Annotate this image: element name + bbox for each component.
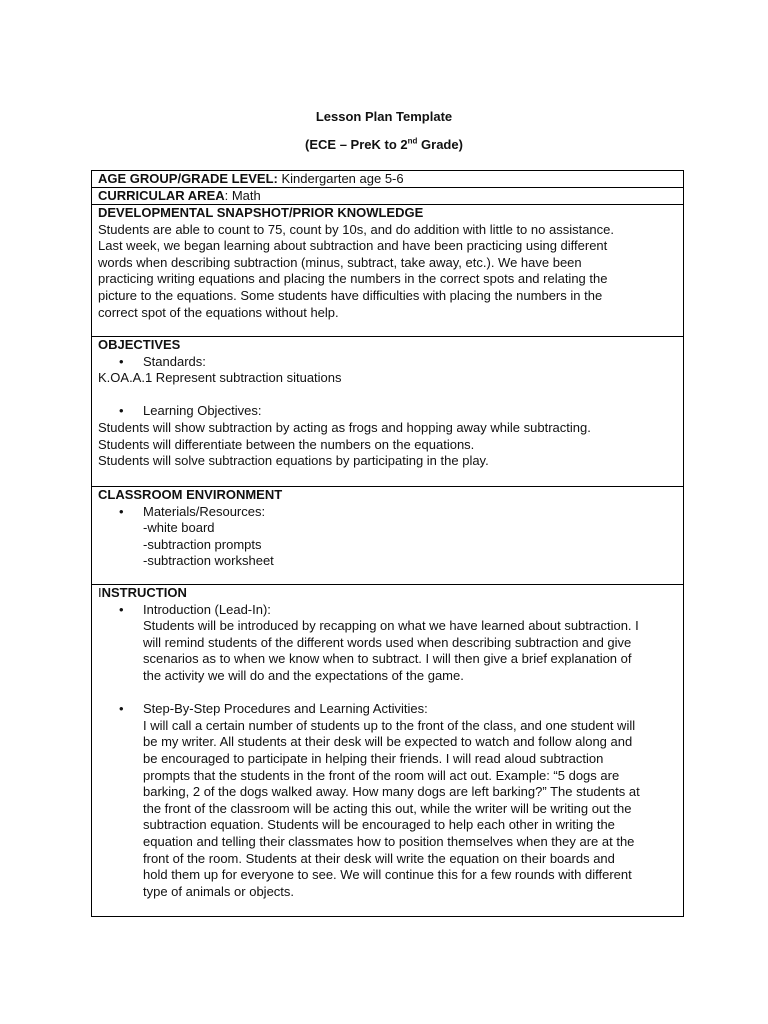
instruction-row [92,585,683,916]
age-group-label: AGE GROUP/GRADE LEVEL: [98,171,278,186]
standard-text: K.OA.A.1 Represent subtraction situations [98,370,342,386]
age-group-row [92,171,683,188]
subtitle-superscript: nd [407,136,418,146]
environment-row [92,487,683,585]
steps-line: front of the room. Students at their desk will write the equation on their boards and [143,850,615,866]
steps-line: hold them up for everyone to see. We will continue this for a few rounds with different [143,867,632,883]
lesson-plan-table [91,170,684,917]
subtitle-text-end: Grade) [417,137,463,152]
snapshot-line: picture to the equations. Some students have difficulties with placing the numbers in the [98,287,603,303]
steps-line: prompts that the students in the front of the room will act out. Example: “5 dogs are [143,767,620,783]
objective-item: Students will show subtraction by acting as frogs and hopping away while subtracting. [98,419,591,435]
instruction-heading-initial: I [98,585,102,600]
steps-line: barking, 2 of the dogs walked away. How many dogs are left barking?” The students at [143,784,640,800]
page-title: Lesson Plan Template [315,109,453,124]
age-group-value: Kindergarten age 5-6 [277,171,404,186]
objectives-heading: OBJECTIVES [98,337,181,352]
steps-line: the front of the classroom will be acting this out, while the writer will be writing out the [143,800,632,816]
instruction-heading [98,585,677,602]
steps-line: type of animals or objects. [143,883,295,899]
standards-bullet: • Standards: [98,354,677,371]
steps-line: be my writer. All students at their desk will be expected to watch and follow along and [143,734,633,750]
intro-line: Students will be introduced by recapping on what we have learned about subtraction. I [143,618,639,634]
snapshot-line: words when describing subtraction (minus, subtract, take away, etc.). We have been [98,254,582,270]
objective-item: Students will differentiate between the numbers on the equations. [98,436,475,452]
intro-line: scenarios as to when we know when to subtract. I will then give a brief explanation of [143,651,632,667]
intro-line: will remind students of the different words used when describing subtraction and give [143,634,632,650]
snapshot-line: correct spot of the equations without help. [98,304,339,320]
objectives-row [92,337,683,487]
snapshot-line: Last week, we began learning about subtraction and have been practicing using different [98,238,608,254]
material-item: -subtraction prompts [143,536,262,552]
curricular-area-value: : Math [224,188,261,203]
intro-line: the activity we will do and the expectations of the game. [143,667,464,683]
curricular-area-row [92,188,683,205]
page-subtitle [0,137,768,152]
steps-line: be encouraged to participate in helping their friends. I will read aloud subtraction [143,750,604,766]
steps-line: subtraction equation. Students will be encouraged to help each other in writing the [143,817,615,833]
materials-bullet: • Materials/Resources: [98,504,677,521]
material-item: -subtraction worksheet [143,553,274,569]
steps-bullet: • Step-By-Step Procedures and Learning Activities: [98,701,677,718]
curricular-area-label: CURRICULAR AREA [98,188,225,203]
steps-line: I will call a certain number of students up to the front of the class, and one student will [143,717,636,733]
steps-line: equation and telling their classmates how to position themselves when they are at the [143,833,635,849]
snapshot-line: Students are able to count to 75, count by 10s, and do addition with little to no assistance. [98,221,615,237]
snapshot-line: practicing writing equations and placing the numbers in the correct spots and relating the [98,271,608,287]
snapshot-heading: DEVELOPMENTAL SNAPSHOT/PRIOR KNOWLEDGE [98,205,424,220]
environment-heading: CLASSROOM ENVIRONMENT [98,487,283,502]
material-item: -white board [143,520,215,536]
introduction-bullet: • Introduction (Lead-In): [98,602,677,619]
objective-item: Students will solve subtraction equations by participating in the play. [98,453,489,469]
snapshot-row [92,205,683,337]
learning-objectives-bullet: • Learning Objectives: [98,403,677,420]
subtitle-text: (ECE – PreK to 2 [305,137,408,152]
instruction-heading-rest: NSTRUCTION [101,585,187,600]
